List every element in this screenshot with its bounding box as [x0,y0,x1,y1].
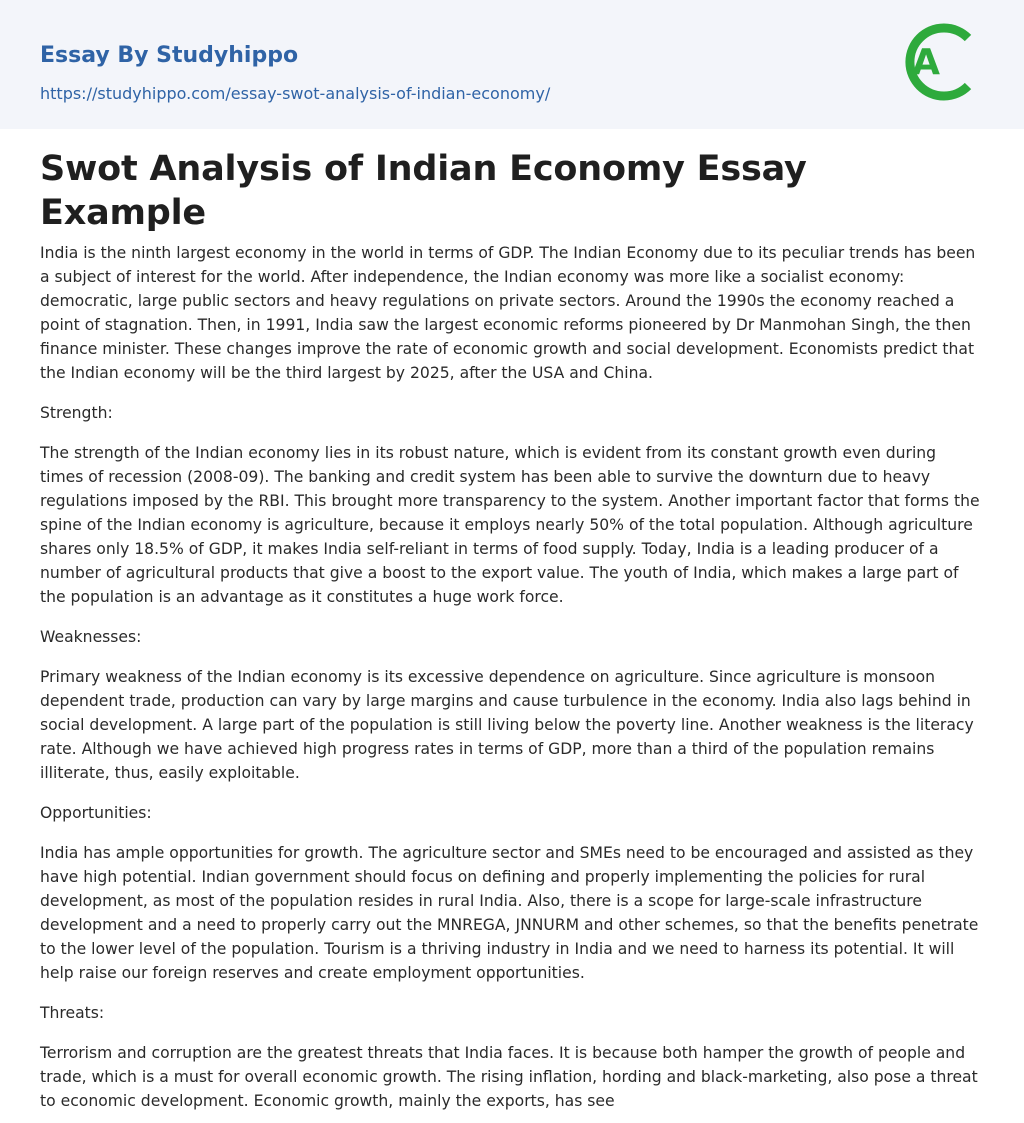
heading-strength: Strength: [40,404,113,422]
paragraph-weaknesses: Primary weakness of the Indian economy is its excessive dependence on agriculture. Since agriculture is monsoon dependent trade, production can vary by large margins and cause turbulence in the economy. India also lags behind in social development. A large part of the population is still living below the poverty line. Another weakness is the literacy rate. Although we have achieved high progress rates in terms of GDP, more than a third of the population remains illiterate, thus, easily exploitable. [40,668,974,782]
essay-url-link[interactable]: https://studyhippo.com/essay-swot-analysis-of-indian-economy/ [40,84,551,103]
essay-main [0,147,1024,1113]
essay-body [40,241,984,1113]
studyhippo-logo-icon[interactable] [900,20,984,104]
page-title: Swot Analysis of Indian Economy Essay Example [40,149,807,233]
paragraph-strength: The strength of the Indian economy lies in its robust nature, which is evident from its constant growth even during times of recession (2008-09). The banking and credit system has been able to survive the downturn due to heavy regulations imposed by the RBI. This brought more transparency to the system. Another important factor that forms the spine of the Indian economy is agriculture, because it employs nearly 50% of the total population. Although agriculture shares only 18.5% of GDP, it makes India self-reliant in terms of food supply. Today, India is a leading producer of a number of agricultural products that give a boost to the export value. The youth of India, which makes a large part of the population is an advantage as it constitutes a huge work force. [40,444,980,606]
heading-threats: Threats: [40,1004,105,1022]
brand-title: Essay By Studyhippo [40,43,299,68]
logo-letter: A [912,42,940,83]
paragraph-threats: Terrorism and corruption are the greatest threats that India faces. It is because both hamper the growth of people and trade, which is a must for overall economic growth. The rising inflation, hording and black-marketing, also pose a threat to economic development. Economic growth, mainly the exports, has see [40,1044,978,1110]
paragraph-opportunities: India has ample opportunities for growth. The agriculture sector and SMEs need to be encouraged and assisted as they have high potential. Indian government should focus on defining and properly implementing the policies for rural development, as most of the population resides in rural India. Also, there is a scope for large-scale infrastructure development and a need to properly carry out the MNREGA, JNNURM and other schemes, so that the benefits penetrate to the lower level of the population. Tourism is a thriving industry in India and we need to harness its potential. It will help raise our foreign reserves and create employment opportunities. [40,844,979,982]
paragraph-intro: India is the ninth largest economy in the world in terms of GDP. The Indian Economy due to its peculiar trends has been a subject of interest for the world. After independence, the Indian economy was more like a socialist economy: democratic, large public sectors and heavy regulations on private sectors. Around the 1990s the economy reached a point of stagnation. Then, in 1991, India saw the largest economic reforms pioneered by Dr Manmohan Singh, the then finance minister. These changes improve the rate of economic growth and social development. Economists predict that the Indian economy will be the third largest by 2025, after the USA and China. [40,244,976,382]
heading-weaknesses: Weaknesses: [40,628,142,646]
heading-opportunities: Opportunities: [40,804,152,822]
site-header [0,0,1024,129]
